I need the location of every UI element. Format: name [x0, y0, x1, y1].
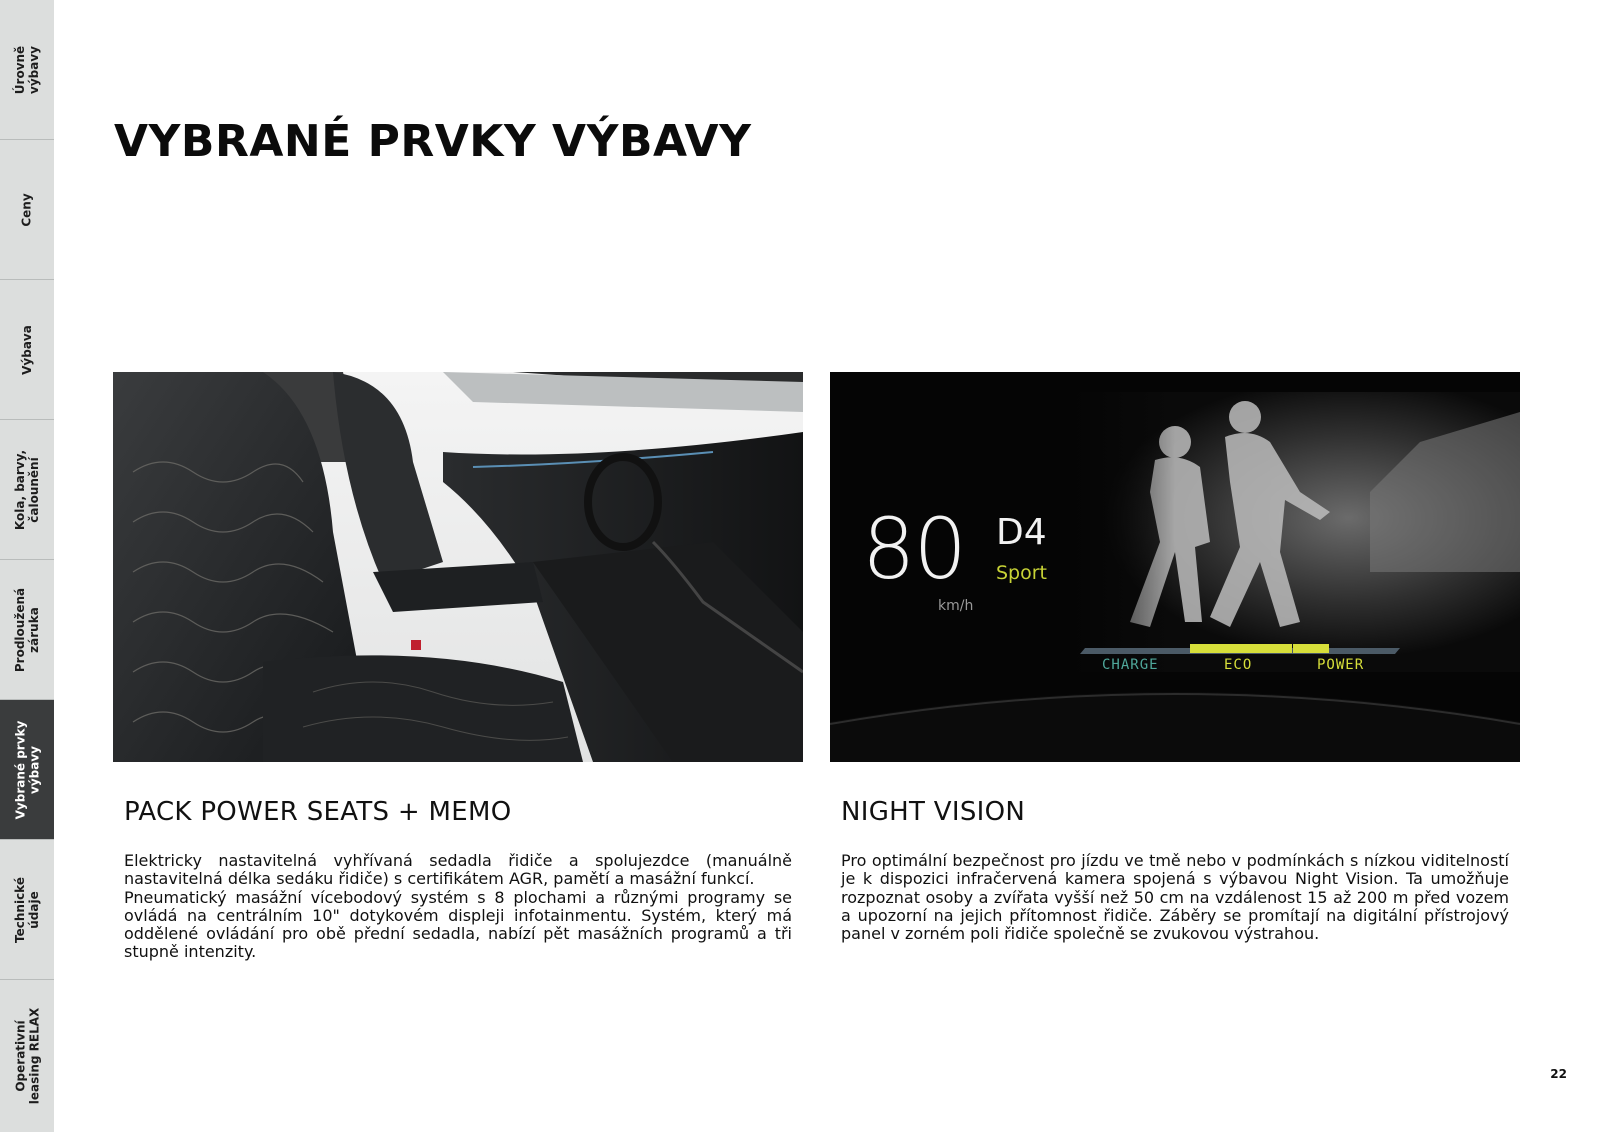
page-number: 22	[1550, 1067, 1567, 1081]
sidebar-tab-vybava[interactable]	[0, 280, 54, 420]
section-body-power-seats	[124, 852, 792, 962]
sidebar-tab-label: Technické údaje	[13, 876, 42, 943]
charge-label: CHARGE	[1102, 657, 1159, 673]
section-sidebar	[0, 0, 54, 1132]
sidebar-tab-vybrane-prvky[interactable]	[0, 700, 54, 840]
car-interior-illustration	[113, 372, 803, 762]
sidebar-tab-ceny[interactable]	[0, 140, 54, 280]
sidebar-tab-label: Vybrané prvky výbavy	[13, 720, 41, 819]
sidebar-tab-label: Operativní leasing RELAX	[13, 1007, 42, 1105]
page-title: VYBRANÉ PRVKY VÝBAVY	[114, 116, 752, 167]
night-vision-photo	[830, 372, 1520, 762]
sidebar-tab-label: Kola, barvy, čalounění	[13, 449, 41, 530]
sidebar-tab-operativni-leasing[interactable]	[0, 980, 54, 1132]
section-title-power-seats: PACK POWER SEATS + MEMO	[124, 797, 512, 827]
drive-mode: Sport	[996, 562, 1048, 584]
eco-label: ECO	[1224, 657, 1253, 673]
section-title-night-vision: NIGHT VISION	[841, 797, 1026, 827]
sidebar-tab-label: Ceny	[20, 192, 34, 227]
sidebar-tab-urovne-vybavy[interactable]	[0, 0, 54, 140]
sidebar-tab-label: Prodloužená záruka	[13, 587, 41, 672]
gear-indicator: D4	[996, 512, 1047, 553]
sidebar-tab-kola-barvy[interactable]	[0, 420, 54, 560]
sidebar-tab-label: Výbava	[20, 324, 34, 375]
power-label: POWER	[1317, 657, 1365, 673]
paragraph: Pneumatický masážní vícebodový systém s 8 plochami a různými programy se ovládá na centrálním 10" dotykovém displeji infotainmentu. Systém, který má oddělené ovládání pro obě přední sedadla, nabízí pět masážních programů a tři stupně intenzity.	[124, 887, 792, 962]
seats-photo	[113, 372, 803, 762]
speed-readout: 80	[862, 500, 965, 598]
paragraph: Pro optimální bezpečnost pro jízdu ve tmě nebo v podmínkách s nízkou viditelností je k dispozici infračervená kamera spojená s výbavou Night Vision. Ta umožňuje rozpoznat osoby a zvířata vyšší než 50 cm na vzdálenost 15 až 200 m před vozem a upozorní na jejich přítomnost řidiče. Záběry se promítají na digitální přístrojový panel v zorném poli řidiče společně se zvukovou výstrahou.	[841, 851, 1509, 944]
sidebar-tab-prodlouzena-zaruka[interactable]	[0, 560, 54, 700]
paragraph: Elektricky nastavitelná vyhřívaná sedadla řidiče a spolujezdce (manuálně nastavitelná délka sedáku řidiče) s certifikátem AGR, pamětí a masážní funkcí.	[124, 851, 792, 889]
sidebar-tab-label: Úrovně výbavy	[12, 45, 41, 94]
sidebar-tab-technicke-udaje[interactable]	[0, 840, 54, 980]
speed-unit: km/h	[938, 598, 974, 614]
section-body-night-vision	[841, 852, 1509, 943]
